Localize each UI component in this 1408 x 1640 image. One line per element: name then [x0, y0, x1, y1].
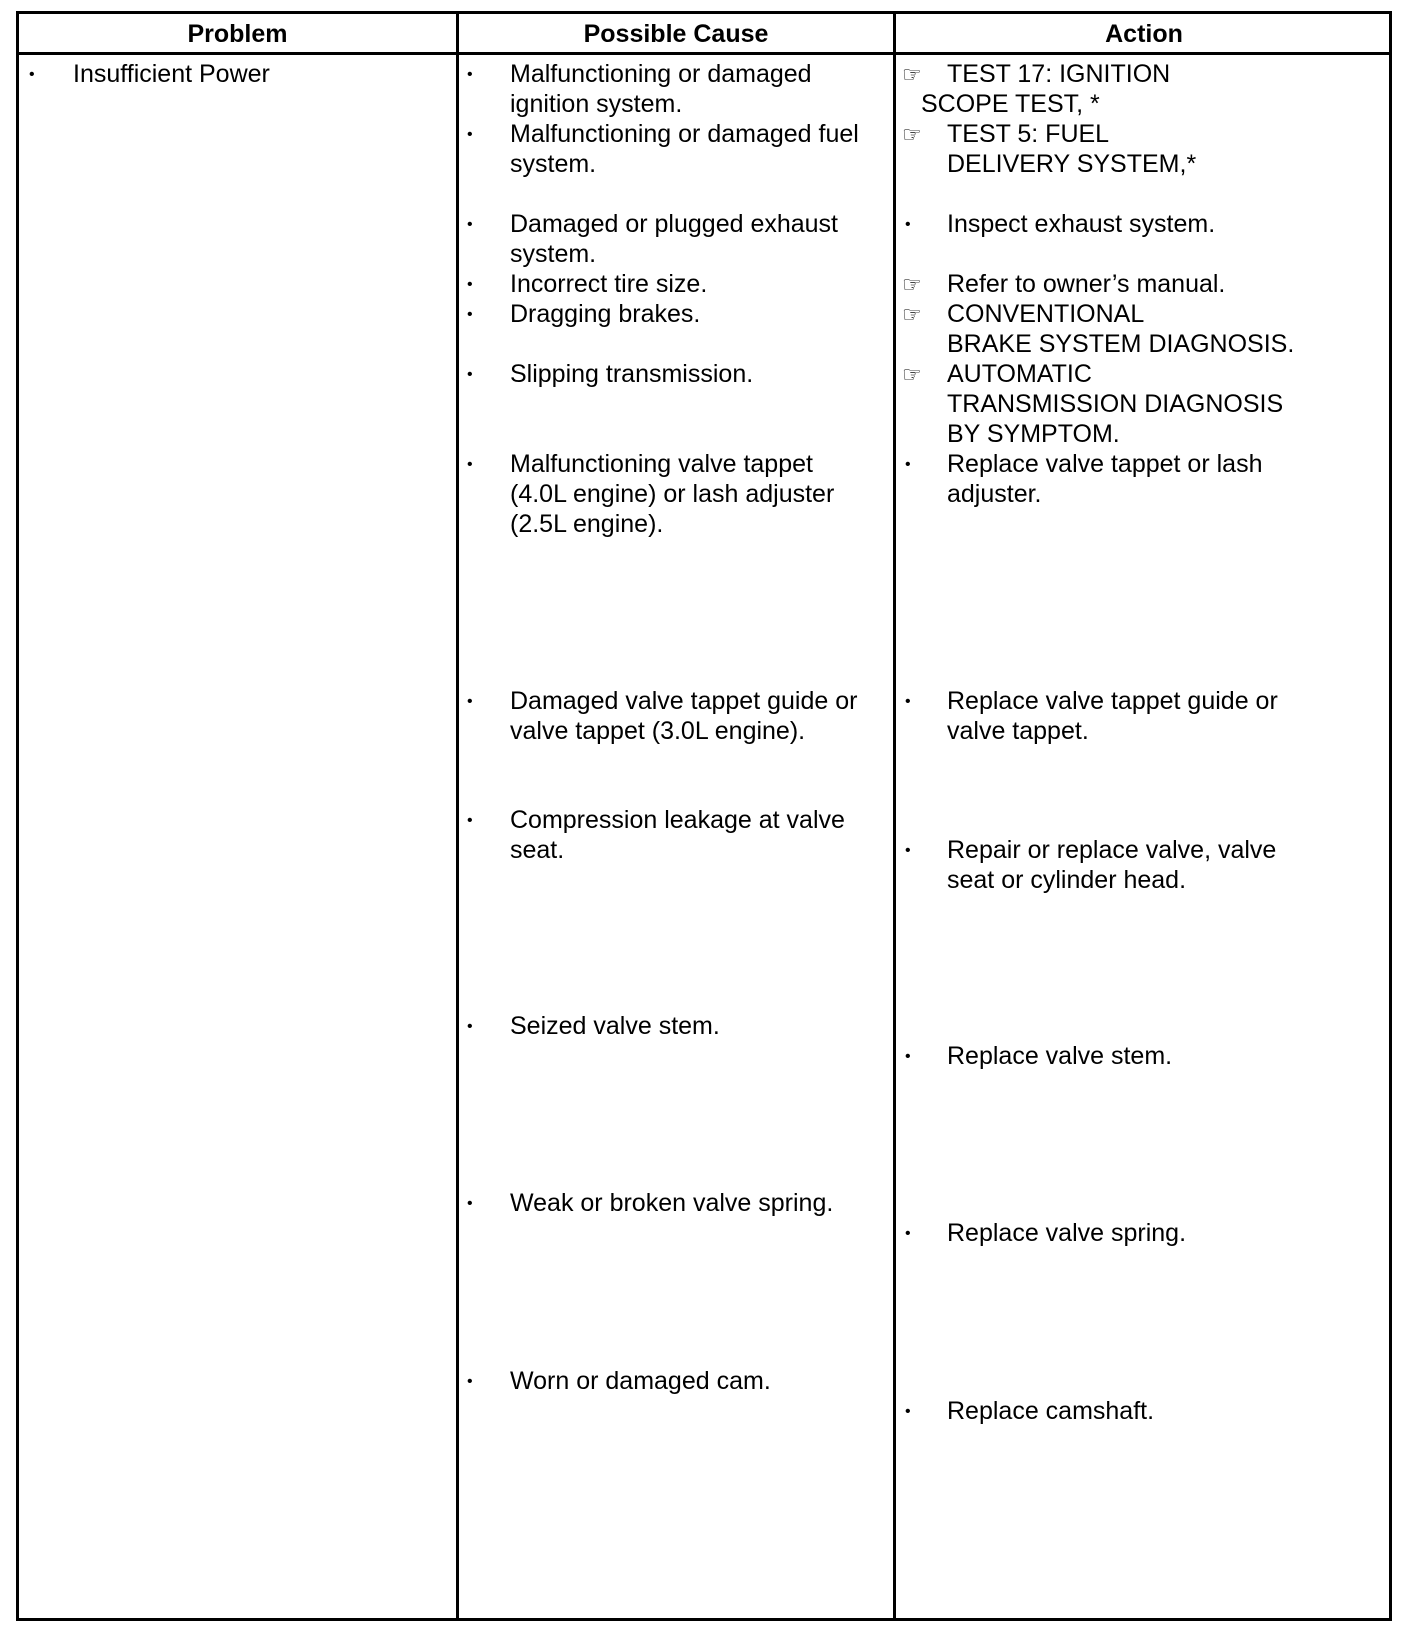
action-text-line: Refer to owner’s manual.: [947, 270, 1226, 298]
cause-text-line: Malfunctioning or damaged: [510, 60, 812, 88]
pointing-hand-icon: ☞: [902, 62, 922, 87]
bullet-icon: •: [905, 1048, 911, 1065]
cause-text-line: Dragging brakes.: [510, 300, 701, 328]
header-problem: Problem: [187, 20, 288, 48]
cause-text-line: Malfunctioning valve tappet: [510, 450, 813, 478]
cause-text-line: seat.: [510, 836, 565, 864]
bullet-icon: •: [905, 1225, 911, 1242]
bullet-icon: •: [905, 1403, 911, 1420]
bullet-icon: •: [905, 456, 911, 473]
bullet-icon: •: [467, 306, 473, 323]
cause-text-line: Weak or broken valve spring.: [510, 1189, 834, 1217]
action-text-line: Replace valve spring.: [947, 1219, 1187, 1247]
bullet-icon: •: [29, 66, 35, 83]
action-text-line: DELIVERY SYSTEM,*: [947, 150, 1197, 178]
cause-text-line: valve tappet (3.0L engine).: [510, 717, 806, 745]
bullet-icon: •: [467, 366, 473, 383]
bullet-icon: •: [467, 276, 473, 293]
action-text-line: BRAKE SYSTEM DIAGNOSIS.: [947, 330, 1295, 358]
action-text-line: CONVENTIONAL: [947, 300, 1145, 328]
cause-text-line: (4.0L engine) or lash adjuster: [510, 480, 835, 508]
cause-text-line: ignition system.: [510, 90, 683, 118]
pointing-hand-icon: ☞: [902, 272, 922, 297]
diagnosis-table: [16, 11, 1392, 1621]
action-text-line: adjuster.: [947, 480, 1042, 508]
cause-text-line: system.: [510, 240, 597, 268]
cause-text-line: Worn or damaged cam.: [510, 1367, 771, 1395]
cause-text-line: Compression leakage at valve: [510, 806, 845, 834]
bullet-icon: •: [905, 693, 911, 710]
bullet-icon: •: [467, 456, 473, 473]
bullet-icon: •: [467, 216, 473, 233]
header-possible-cause: Possible Cause: [583, 20, 769, 48]
column-divider: [893, 14, 896, 1618]
action-text-line: TEST 17: IGNITION: [947, 60, 1171, 88]
bullet-icon: •: [467, 812, 473, 829]
action-text-line: Replace valve tappet guide or: [947, 687, 1278, 715]
bullet-icon: •: [905, 216, 911, 233]
action-text-line: valve tappet.: [947, 717, 1089, 745]
action-text-line: BY SYMPTOM.: [947, 420, 1120, 448]
action-text-line: Repair or replace valve, valve: [947, 836, 1277, 864]
action-text-line: AUTOMATIC: [947, 360, 1092, 388]
action-text-line: Replace valve tappet or lash: [947, 450, 1263, 478]
bullet-icon: •: [905, 842, 911, 859]
pointing-hand-icon: ☞: [902, 362, 922, 387]
bullet-icon: •: [467, 1373, 473, 1390]
action-text-line: TRANSMISSION DIAGNOSIS: [947, 390, 1284, 418]
cause-text-line: Damaged valve tappet guide or: [510, 687, 858, 715]
pointing-hand-icon: ☞: [902, 122, 922, 147]
problem-text: Insufficient Power: [73, 60, 270, 88]
cause-text-line: system.: [510, 150, 597, 178]
action-text-line: seat or cylinder head.: [947, 866, 1187, 894]
pointing-hand-icon: ☞: [902, 302, 922, 327]
bullet-icon: •: [467, 693, 473, 710]
action-text-line: Replace valve stem.: [947, 1042, 1173, 1070]
cause-text-line: Slipping transmission.: [510, 360, 754, 388]
bullet-icon: •: [467, 126, 473, 143]
action-text-line: Replace camshaft.: [947, 1397, 1155, 1425]
cause-text-line: (2.5L engine).: [510, 510, 664, 538]
action-text-line: Inspect exhaust system.: [947, 210, 1216, 238]
column-divider: [456, 14, 459, 1618]
cause-text-line: Incorrect tire size.: [510, 270, 708, 298]
action-text-line: TEST 5: FUEL: [947, 120, 1110, 148]
cause-text-line: Damaged or plugged exhaust: [510, 210, 839, 238]
bullet-icon: •: [467, 1195, 473, 1212]
cause-text-line: Seized valve stem.: [510, 1012, 720, 1040]
bullet-icon: •: [467, 66, 473, 83]
cause-text-line: Malfunctioning or damaged fuel: [510, 120, 859, 148]
action-text-line: SCOPE TEST, *: [921, 90, 1100, 118]
bullet-icon: •: [467, 1018, 473, 1035]
header-action: Action: [1105, 20, 1183, 48]
